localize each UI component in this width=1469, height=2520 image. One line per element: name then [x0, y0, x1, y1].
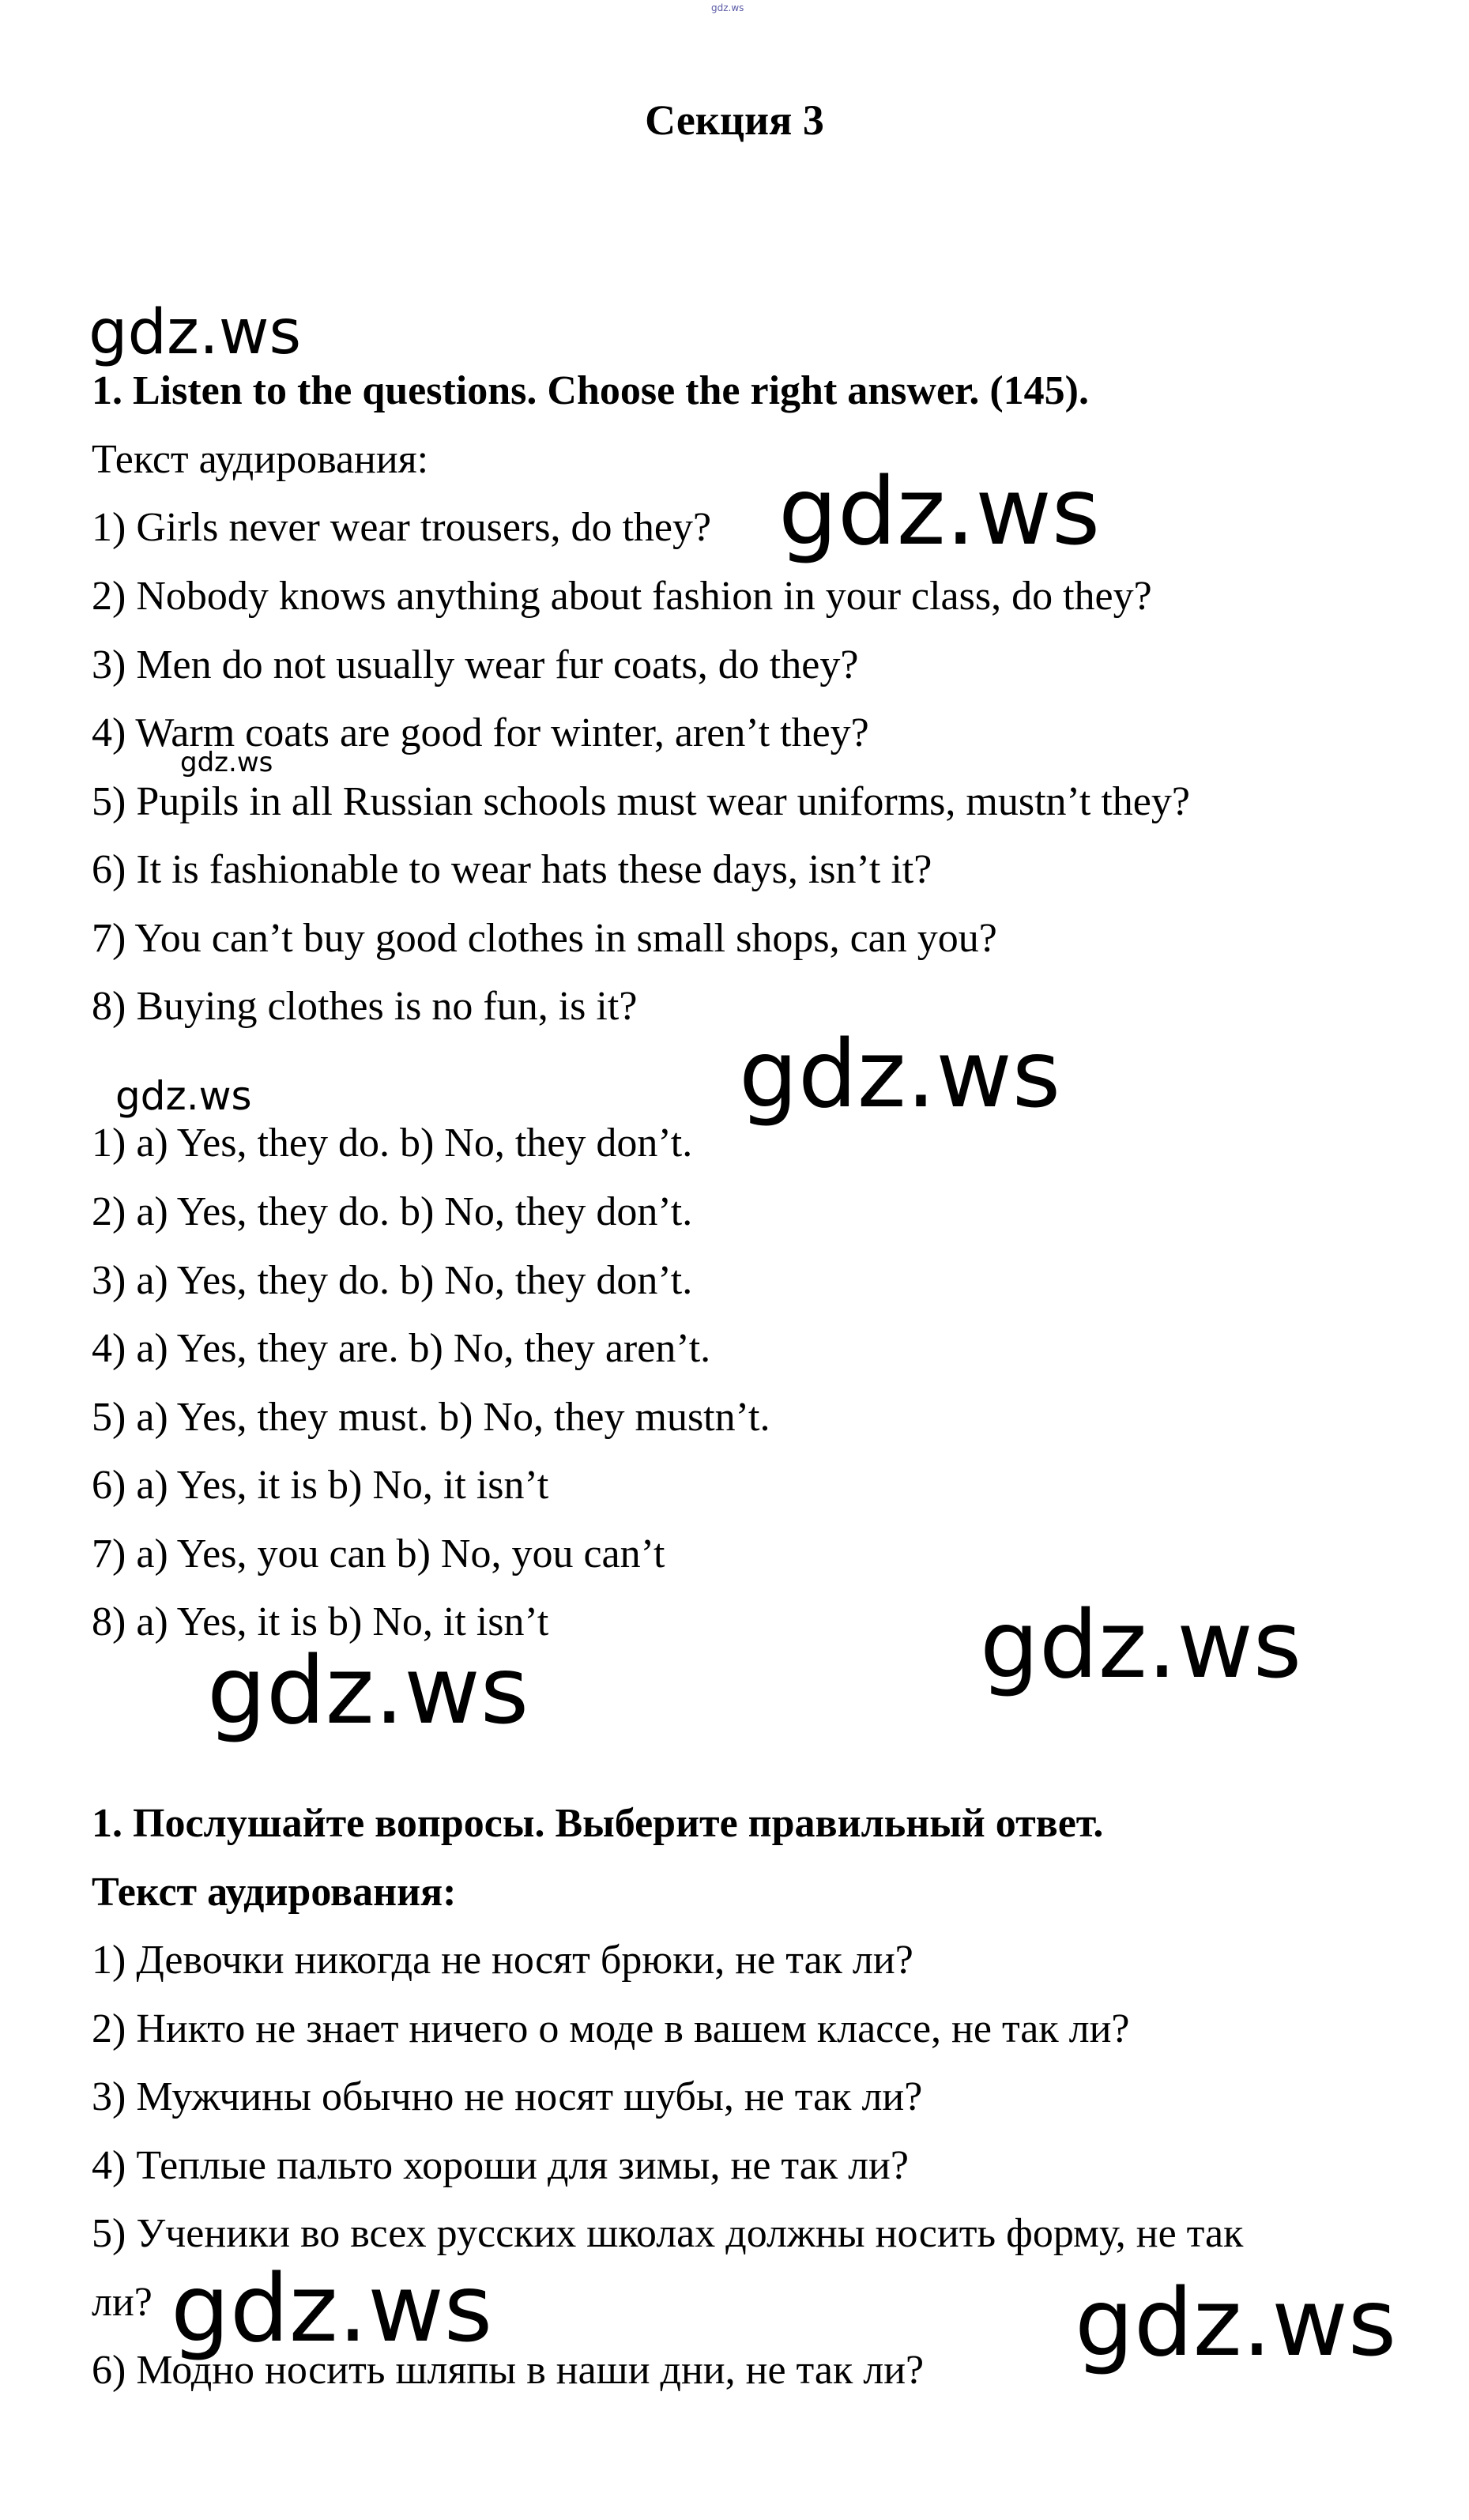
watermark: gdz.ws [980, 1590, 1302, 1699]
answer-1: 1) a) Yes, they do. b) No, they don’t. [92, 1121, 693, 1166]
answer-3: 3) a) Yes, they do. b) No, they don’t. [92, 1258, 693, 1303]
ru-question-1: 1) Девочки никогда не носят брюки, не так ли? [92, 1938, 913, 1983]
ru-question-5: 5) Ученики во всех русских школах должны носить форму, не так [92, 2211, 1244, 2256]
answer-5: 5) a) Yes, they must. b) No, they mustn’t. [92, 1395, 770, 1440]
ru-question-4: 4) Теплые пальто хороши для зимы, не так ли? [92, 2143, 909, 2188]
answer-6: 6) a) Yes, it is b) No, it isn’t [92, 1463, 549, 1508]
watermark: gdz.ws [115, 1073, 252, 1119]
question-4: 4) Warm coats are good for winter, aren’t they? [92, 710, 869, 755]
ru-question-2: 2) Никто не знает ничего о моде в вашем классе, не так ли? [92, 2006, 1130, 2051]
ru-question-6: 6) Модно носить шляпы в наши дни, не так ли? [92, 2348, 925, 2393]
watermark: gdz.ws [207, 1636, 529, 1745]
answer-8: 8) a) Yes, it is b) No, it isn’t [92, 1599, 549, 1644]
ru-heading: 1. Послушайте вопросы. Выберите правильный ответ. [92, 1801, 1104, 1846]
en-subheading: Текст аудирования: [92, 437, 429, 482]
question-2: 2) Nobody knows anything about fashion in your class, do they? [92, 574, 1152, 619]
watermark-top: gdz.ws [711, 2, 744, 13]
question-1: 1) Girls never wear trousers, do they? [92, 505, 712, 550]
page-title: Секция 3 [645, 96, 824, 144]
watermark: gdz.ws [1075, 2268, 1397, 2377]
question-6: 6) It is fashionable to wear hats these days, isn’t it? [92, 847, 932, 892]
question-5: 5) Pupils in all Russian schools must wear uniforms, mustn’t they? [92, 779, 1190, 824]
question-3: 3) Men do not usually wear fur coats, do they? [92, 642, 859, 687]
ru-question-3: 3) Мужчины обычно не носят шубы, не так ли? [92, 2074, 923, 2119]
answer-2: 2) a) Yes, they do. b) No, they don’t. [92, 1189, 693, 1234]
watermark: gdz.ws [171, 2254, 493, 2363]
question-7: 7) You can’t buy good clothes in small shops, can you? [92, 916, 997, 961]
watermark: gdz.ws [778, 457, 1101, 566]
answer-4: 4) a) Yes, they are. b) No, they aren’t. [92, 1326, 711, 1371]
answer-7: 7) a) Yes, you can b) No, you can’t [92, 1531, 665, 1576]
ru-subheading: Текст аудирования: [92, 1870, 457, 1915]
watermark: gdz.ws [180, 747, 273, 778]
watermark: gdz.ws [739, 1019, 1061, 1128]
en-heading: 1. Listen to the questions. Choose the right answer. (145). [92, 368, 1089, 413]
watermark: gdz.ws [89, 297, 302, 368]
ru-question-5-continued: ли? [92, 2280, 153, 2325]
question-8: 8) Buying clothes is no fun, is it? [92, 984, 638, 1029]
